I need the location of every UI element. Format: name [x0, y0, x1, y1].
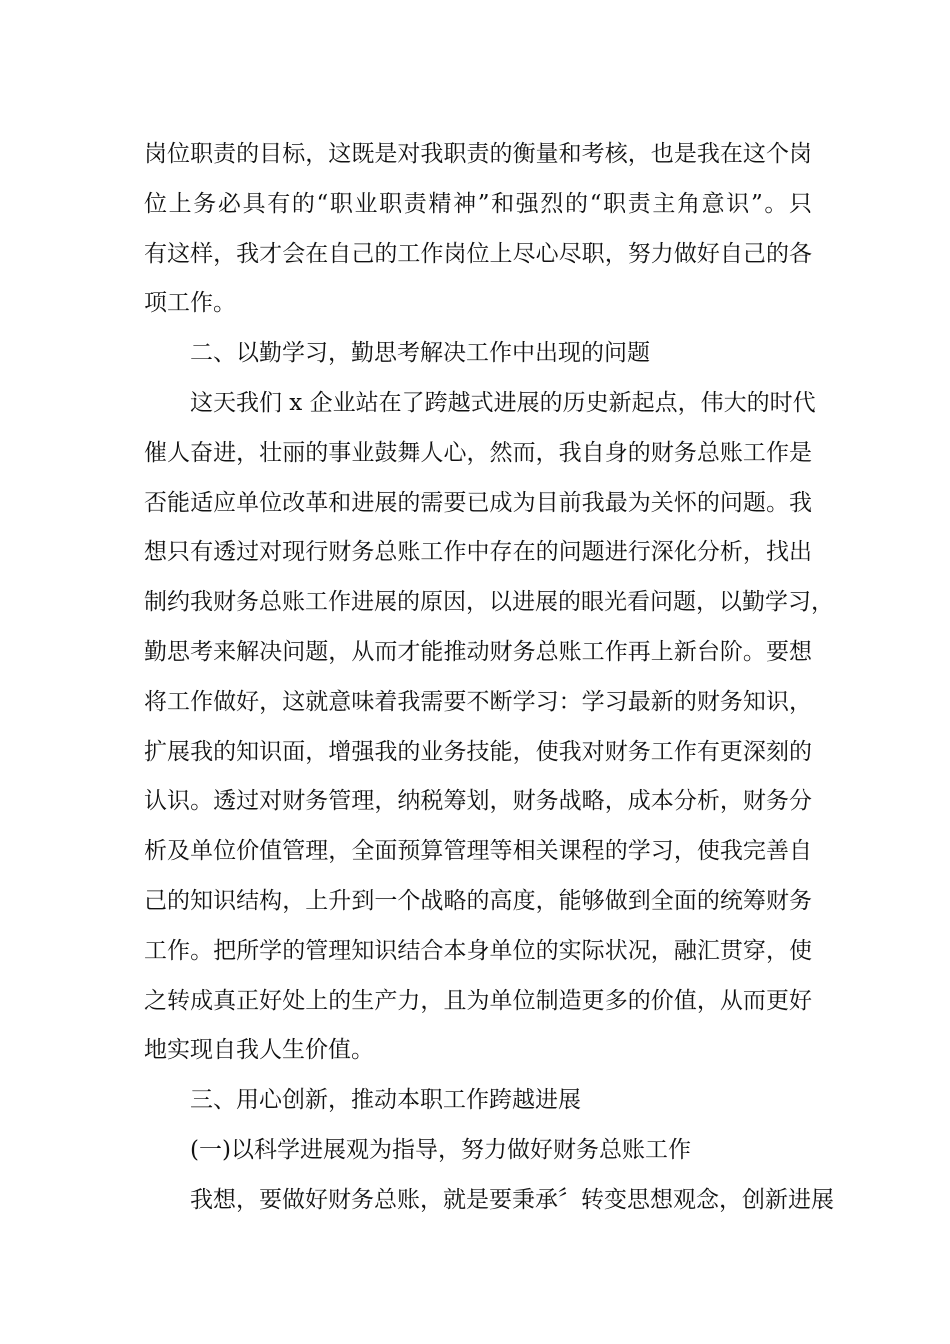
text-line: 催人奋进，壮丽的事业鼓舞人心，然而，我自身的财务总账工作是	[144, 439, 812, 466]
text-line: 析及单位价值管理，全面预算管理等相关课程的学习，使我完善自	[144, 838, 812, 865]
text-line: 将工作做好，这就意味着我需要不断学习：学习最新的财务知识，	[144, 688, 812, 715]
text-line: 勤思考来解决问题，从而才能推动财务总账工作再上新台阶。要想	[144, 638, 812, 665]
text-line: 工作。把所学的管理知识结合本身单位的实际状况，融汇贯穿，使	[144, 937, 812, 964]
text-line: 己的知识结构，上升到一个战略的高度，能够做到全面的统筹财务	[144, 887, 812, 914]
text-line: 制约我财务总账工作进展的原因，以进展的眼光看问题，以勤学习，	[144, 589, 834, 616]
text-line: 之转成真正好处上的生产力，且为单位制造更多的价值，从而更好	[144, 987, 812, 1014]
text-line: 我想，要做好财务总账，就是要秉承〞转变思想观念，创新进展	[190, 1186, 834, 1213]
subsection-heading: (一)以科学进展观为指导，努力做好财务总账工作	[190, 1136, 691, 1163]
text-line: 这天我们 x 企业站在了跨越式进展的历史新起点，伟大的时代	[190, 389, 816, 416]
text-line: 认识。透过对财务管理，纳税筹划，财务战略，成本分析，财务分	[144, 788, 812, 815]
text-line: 岗位职责的目标，这既是对我职责的衡量和考核，也是我在这个岗	[144, 141, 812, 167]
text-line: 位上务必具有的“职业职责精神”和强烈的“职责主角意识”。只	[144, 190, 812, 217]
section-heading: 二、以勤学习，勤思考解决工作中出现的问题	[190, 340, 650, 367]
text-line: 扩展我的知识面，增强我的业务技能，使我对财务工作有更深刻的	[144, 738, 812, 765]
text-line: 地实现自我人生价值。	[144, 1037, 374, 1064]
section-heading: 三、用心创新，推动本职工作跨越进展	[190, 1087, 581, 1114]
text-line: 项工作。	[144, 290, 236, 317]
text-line: 否能适应单位改革和进展的需要已成为目前我最为关怀的问题。我	[144, 489, 812, 516]
body-text	[144, 130, 834, 1226]
text-line: 有这样，我才会在自己的工作岗位上尽心尽职，努力做好自己的各	[144, 240, 812, 267]
text-line: 想只有透过对现行财务总账工作中存在的问题进行深化分析，找出	[144, 539, 812, 566]
